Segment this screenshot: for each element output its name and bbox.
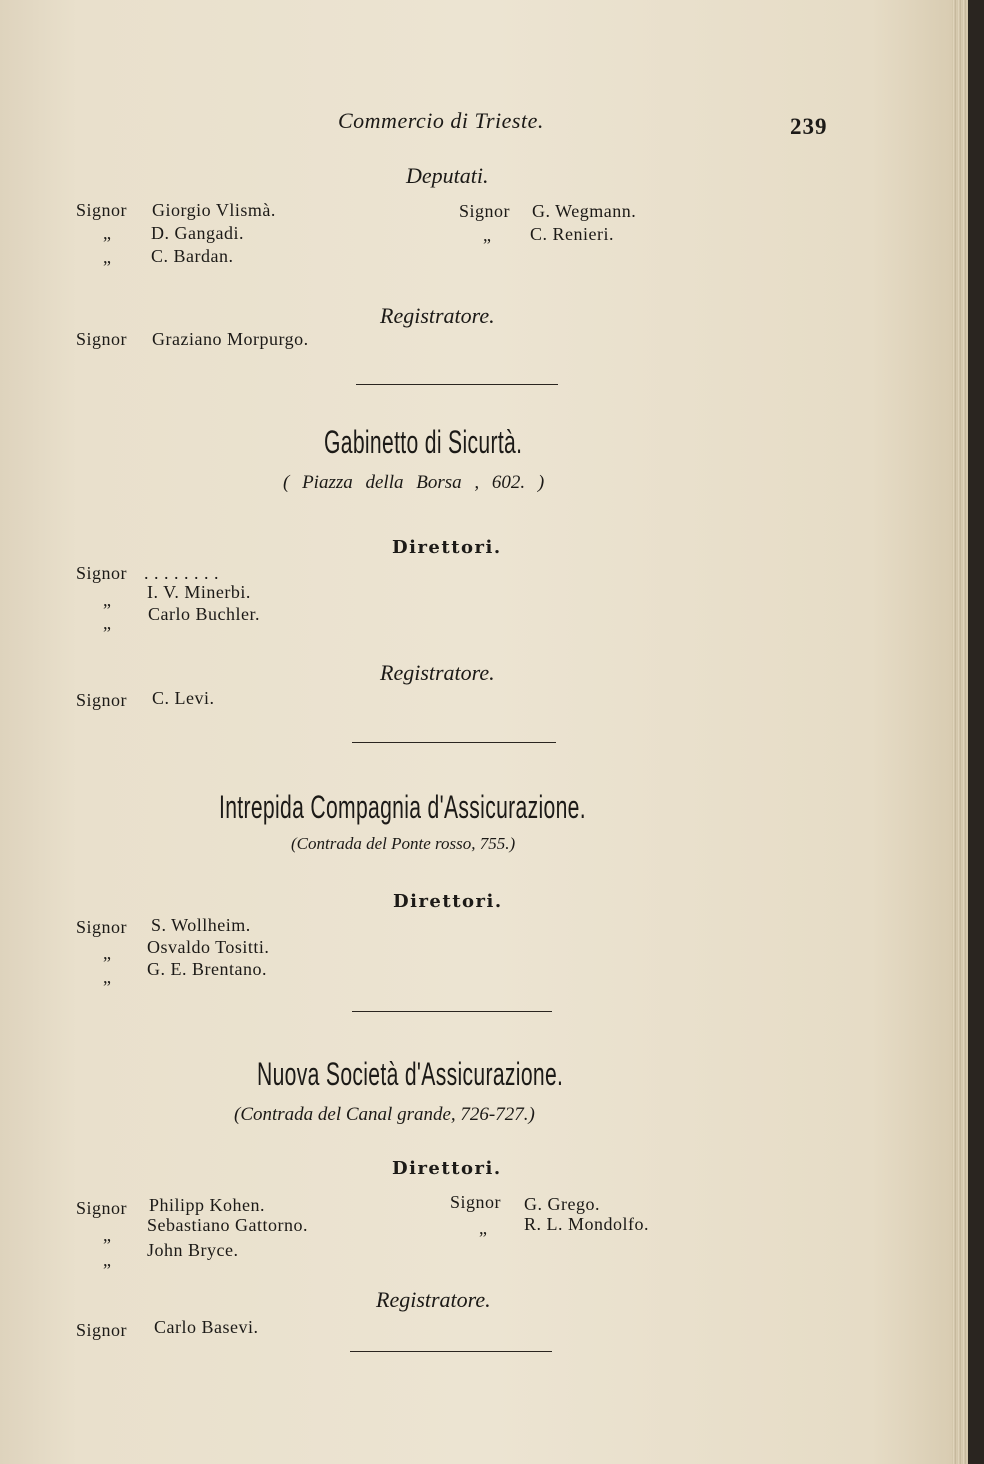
ditto-mark: „ [103,967,112,987]
nuova-address: (Contrada del Canal grande, 726-727.) [234,1104,535,1125]
gabinetto-title: Gabinetto di Sicurtà. [324,424,523,460]
director-name: Carlo Buchler. [148,604,260,624]
signor-label: Signor [76,200,128,220]
signor-label: Signor [76,1198,128,1218]
ditto-mark: „ [103,1225,112,1245]
ditto-mark: „ [103,943,112,963]
nuova-title: Nuova Società d'Assicurazione. [257,1056,564,1092]
director-name: Osvaldo Tositti. [147,937,270,957]
deputy-name: C. Bardan. [151,246,234,266]
registrar-heading: Registratore. [380,303,495,328]
gabinetto-address: ( Piazza della Borsa , 602. ) [283,472,545,493]
director-name: John Bryce. [147,1240,239,1260]
deputy-name: D. Gangadi. [151,223,244,243]
director-name: G. Grego. [524,1194,600,1214]
ditto-mark: „ [103,590,112,610]
section-divider [352,742,556,743]
ditto-mark: „ [103,1250,112,1270]
page-number: 239 [790,114,828,139]
signor-label: Signor [76,1320,128,1340]
section-divider [350,1351,552,1352]
ditto-mark: „ [103,247,112,267]
signor-label: Signor [76,690,128,710]
ditto-mark: „ [483,225,492,245]
director-name: Philipp Kohen. [149,1195,266,1215]
page-edge [952,0,968,1464]
director-name: R. L. Mondolfo. [524,1214,650,1234]
signor-label: Signor [76,329,128,349]
section-divider [352,1011,552,1012]
registrar-heading: Registratore. [376,1287,491,1312]
signor-label: Signor [459,201,511,221]
registrar-name: C. Levi. [152,688,215,708]
running-title: Commercio di Trieste. [338,108,544,133]
deputati-heading: Deputati. [406,163,489,188]
ditto-mark: „ [103,223,112,243]
directors-heading: Direttori. [393,891,503,912]
deputy-name: Giorgio Vlismà. [152,200,276,220]
intrepida-title: Intrepida Compagnia d'Assicurazione. [219,789,586,825]
intrepida-address: (Contrada del Ponte rosso, 755.) [291,834,516,853]
registrar-name: Carlo Basevi. [154,1317,259,1337]
deputy-name: C. Renieri. [530,224,614,244]
vacant-placeholder: . . . . . . . . [144,563,219,583]
directors-heading: Direttori. [392,537,502,558]
ditto-mark: „ [103,613,112,633]
signor-label: Signor [76,563,128,583]
signor-label: Signor [450,1192,502,1212]
registrar-heading: Registratore. [380,660,495,685]
ditto-mark: „ [479,1218,488,1238]
registrar-name: Graziano Morpurgo. [152,329,309,349]
directors-heading: Direttori. [392,1158,502,1179]
director-name: Sebastiano Gattorno. [147,1215,308,1235]
section-divider [356,384,558,385]
director-name: I. V. Minerbi. [147,582,251,602]
director-name: S. Wollheim. [151,915,251,935]
signor-label: Signor [76,917,128,937]
deputy-name: G. Wegmann. [532,201,637,221]
director-name: G. E. Brentano. [147,959,267,979]
